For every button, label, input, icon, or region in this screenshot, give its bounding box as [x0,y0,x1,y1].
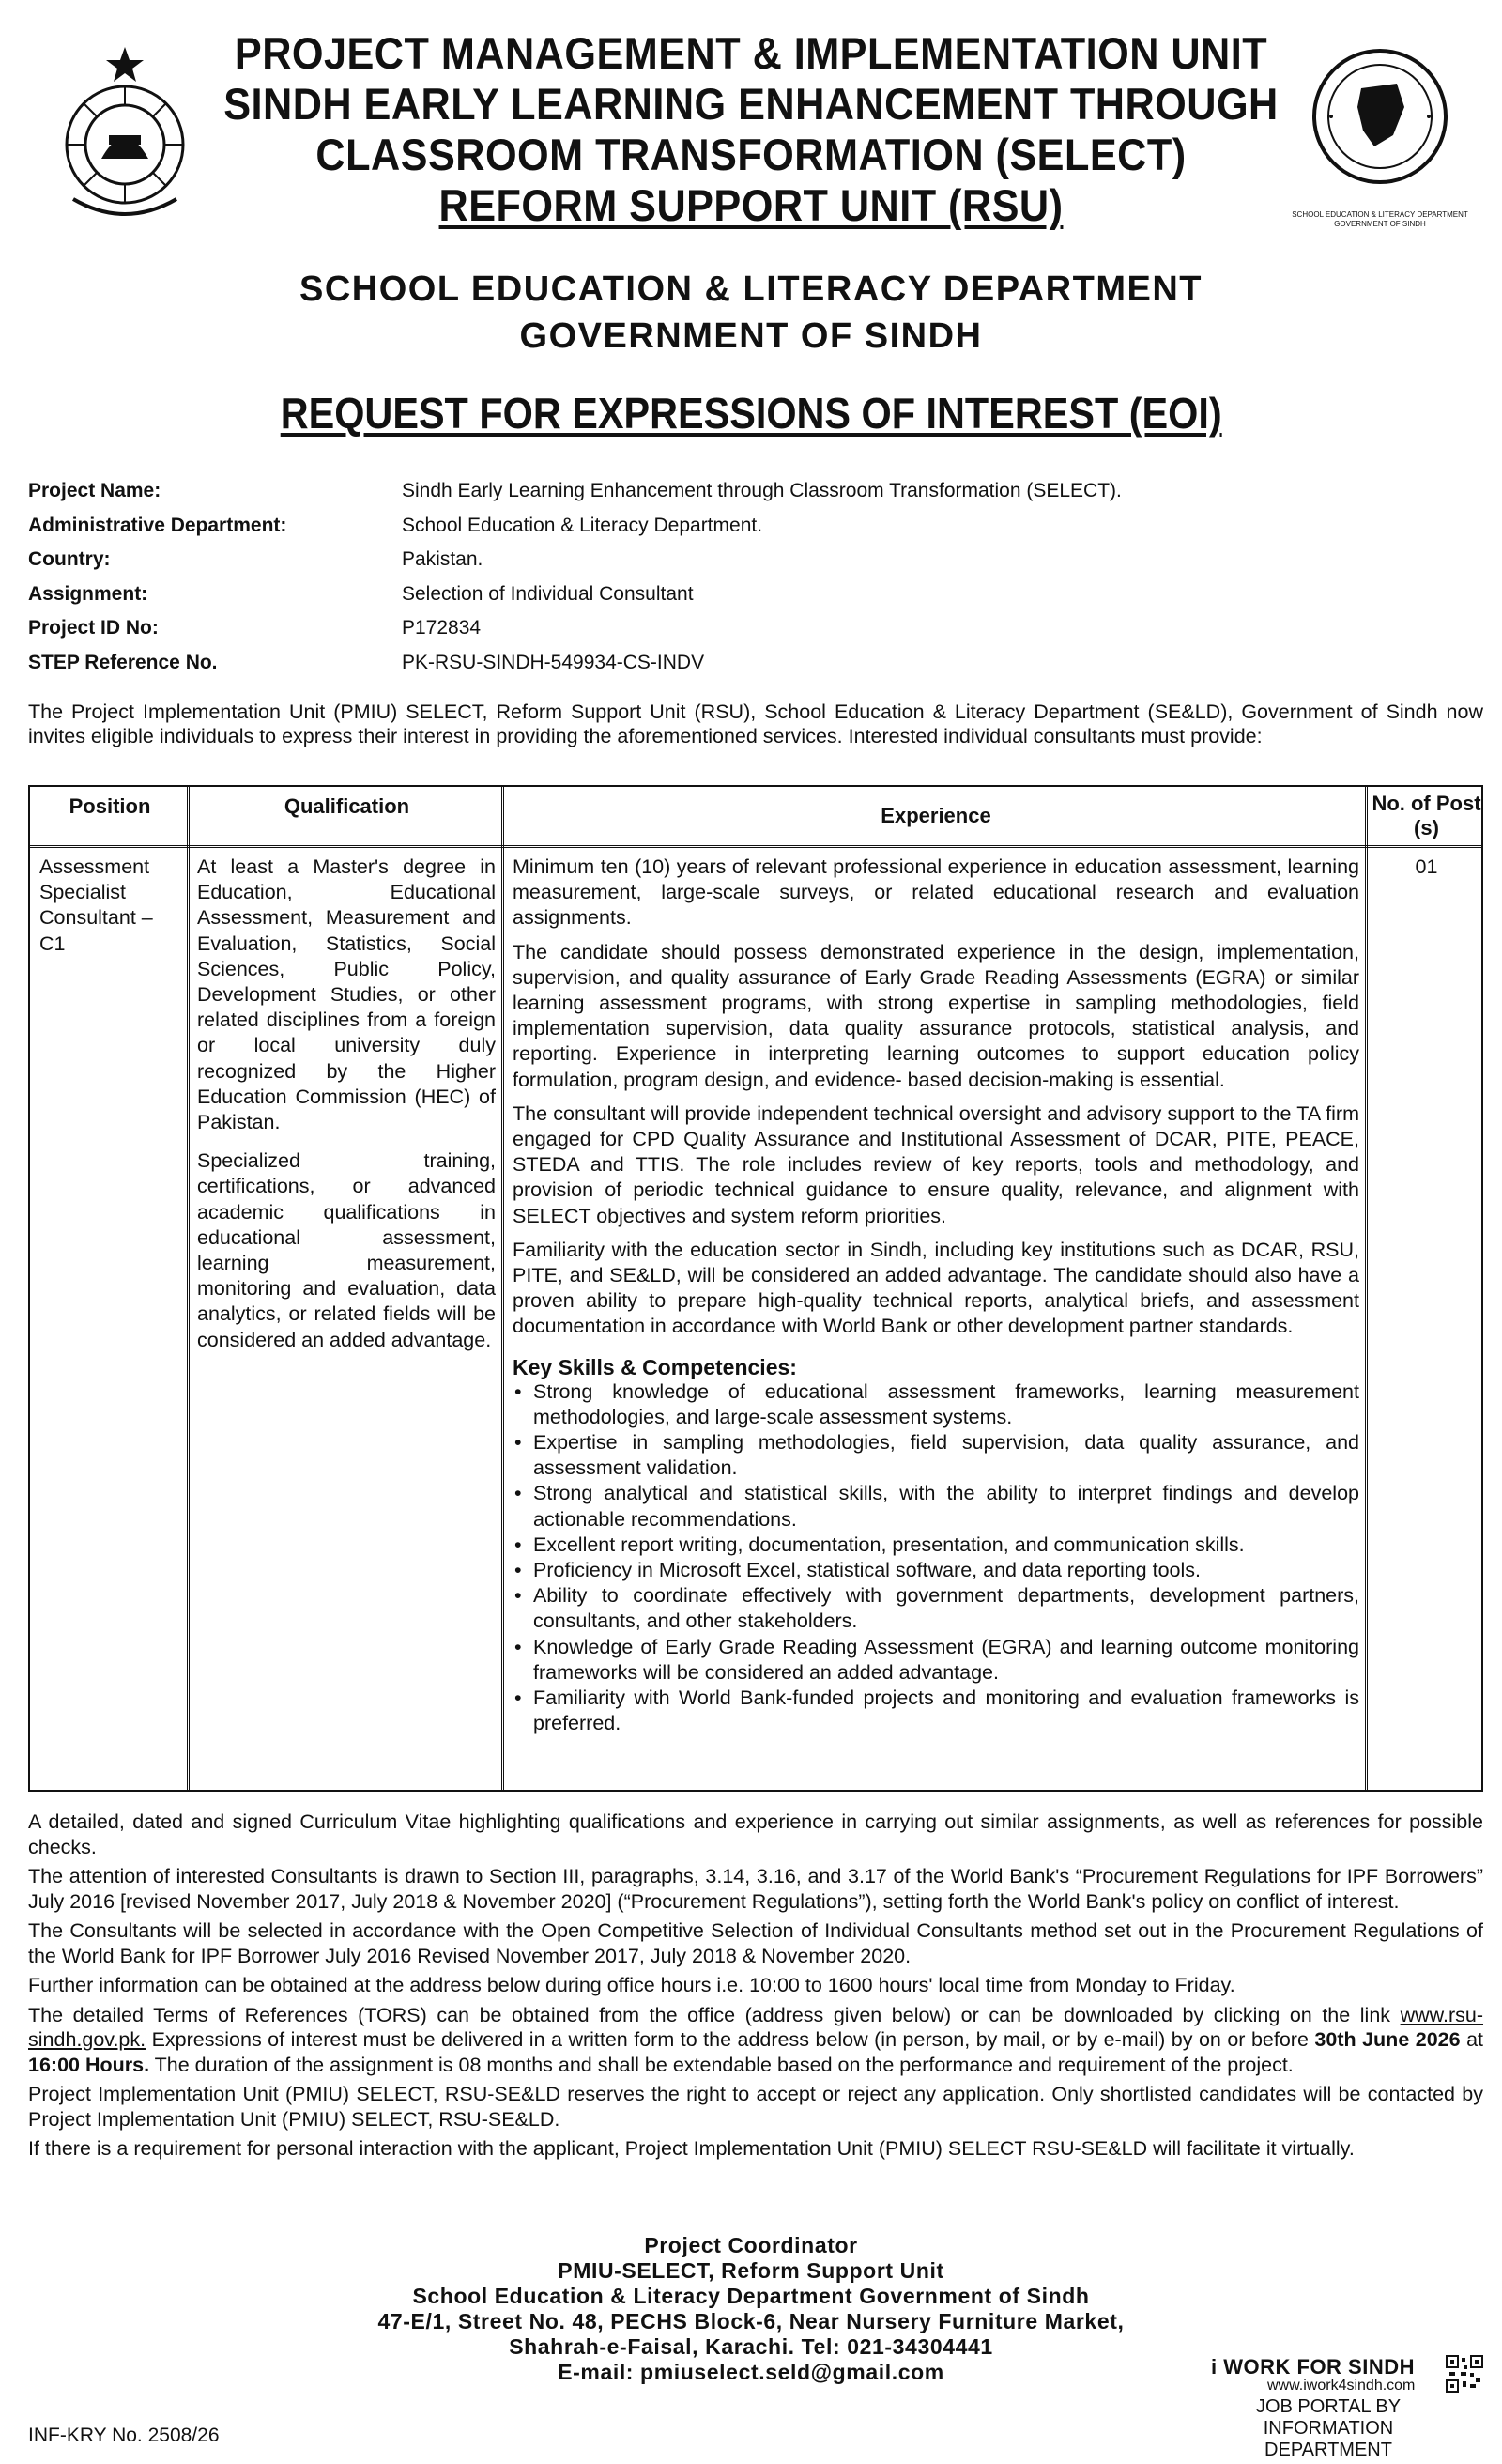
notice-title [0,385,1502,441]
info-value: Pakistan. [402,548,483,570]
body-paragraph: If there is a requirement for personal interaction with the applicant, Project Implementation Unit (PMIU) SELECT RSU-SE&LD will facilitate it virtually. [28,2137,1355,2160]
deadline-time: 16:00 Hours. [28,2053,150,2076]
header-title-line-4: REFORM SUPPORT UNIT (RSU) [438,180,1064,230]
rsu-seal [1277,41,1483,257]
info-value: Sindh Early Learning Enhancement through Classroom Transformation (SELECT). [402,480,1122,501]
body-paragraph: Project Implementation Unit (PMIU) SELECT, RSU-SE&LD reserves the right to accept or reject any application. Only shortlisted candidates will be contacted by Project Implementation Unit (PMIU) SELECT, RSU-SE&LD. [28,2083,1483,2131]
job-portal-label-1: JOB PORTAL BY [1255,2396,1402,2417]
qualification-paragraph: At least a Master's degree in Education, Educational Assessment, Measurement and Evaluation, Statistics, Social Sciences, Public Policy, Development Studies, or other related disciplines from a foreign or local university duly recognized by the Higher Education Commission (HEC) of Pakistan. [197,855,496,1134]
skill-item: • Strong knowledge of educational assessment frameworks, learning measurement methodologies, and large-scale assessment systems. [513,1379,1359,1430]
skill-item: • Excellent report writing, documentation, presentation, and communication skills. [513,1532,1359,1558]
rsu-seal-caption-1: SCHOOL EDUCATION & LITERACY DEPARTMENT [1292,210,1468,219]
at-text: at [1460,2028,1484,2051]
info-row [28,509,1474,544]
skill-item: • Proficiency in Microsoft Excel, statistical software, and data reporting tools. [513,1558,1359,1583]
intro-paragraph: The Project Implementation Unit (PMIU) SELECT, Reform Support Unit (RSU), School Education & Literacy Department (SE&LD), Government of Sindh now invites eligible individuals to express their interest in providing the aforementioned services. Interested individual consultants must provide: [28,701,1483,747]
skill-item: • Ability to coordinate effectively with government departments, development partners, consultants, and other stakeholders. [513,1583,1359,1634]
info-label: Assignment: [28,582,148,605]
body-paragraph: The Consultants will be selected in accordance with the Open Competitive Selection of Individual Consultants method set out in the Procurement Regulations of the World Bank for IPF Borrower July 2016 Revised November 2017, July 2018 & November 2020. [28,1919,1483,1967]
info-label: Project Name: [28,480,161,501]
body-paragraph: Further information can be obtained at the address below during office hours i.e. 10:00 to 1600 hours' local time from Monday to Friday. [28,1974,1235,1996]
header-divider [30,845,1481,848]
info-label: Project ID No: [28,617,159,639]
cell-position: Assessment Specialist Consultant – C1 [39,855,153,955]
submission-text: Expressions of interest must be delivered in a written form to the address below (in person, by mail, or by e-mail) by on or before [146,2028,1315,2051]
info-value: PK-RSU-SINDH-549934-CS-INDV [402,651,705,673]
job-portal-label [1211,2396,1446,2461]
contact-line: School Education & Literacy Department Government of Sindh [412,2284,1090,2308]
header-title-line-2: SINDH EARLY LEARNING ENHANCEMENT THROUGH [223,79,1279,129]
info-label: Country: [28,548,111,570]
requirements-table [28,785,1483,1792]
department-line-2: GOVERNMENT OF SINDH [519,316,983,356]
info-row [28,611,1474,646]
header-title [169,28,1333,231]
info-label: STEP Reference No. [28,651,218,673]
skills-list [513,1379,1359,1737]
deadline-date: 30th June 2026 [1314,2028,1461,2051]
info-value: School Education & Literacy Department. [402,514,763,536]
column-header-position: Position [69,794,151,818]
info-row [28,578,1474,612]
header-title-line-3: CLASSROOM TRANSFORMATION (SELECT) [315,130,1187,179]
cell-posts: 01 [1415,855,1438,878]
info-value: P172834 [402,617,482,639]
cell-qualification [197,855,496,1366]
info-row [28,543,1474,578]
contact-line: 47-E/1, Street No. 48, PECHS Block-6, Near Nursery Furniture Market, [377,2309,1125,2333]
rsu-website-link[interactable]: www.rsu-sindh.gov.pk. [28,2003,1483,2051]
header-title-line-1: PROJECT MANAGEMENT & IMPLEMENTATION UNIT [234,28,1268,78]
project-info [28,474,1474,680]
department-line-1: SCHOOL EDUCATION & LITERACY DEPARTMENT [299,270,1203,309]
experience-paragraph: Minimum ten (10) years of relevant professional experience in education assessment, learning measurement, large-scale surveys, or related educational research and evaluation assignments. [513,855,1359,930]
job-portal-label-2: INFORMATION DEPARTMENT [1263,2418,1394,2460]
experience-paragraph: The candidate should possess demonstrated experience in the design, implementation, supervision, and quality assurance of Early Grade Reading Assessments (EGRA) or similar learning assessment programs, with strong expertise in sampling methodologies, field implementation supervision, data quality assurance protocols, statistical analysis, and reporting. Experience in interpreting learning outcomes to support education policy formulation, program design, and evidence- based decision-making is essential. [513,940,1359,1091]
info-value: Selection of Individual Consultant [402,582,694,605]
body-paragraph [28,2003,1483,2078]
job-portal-brand: i WORK FOR SINDH [1211,2355,1415,2379]
reference-number: INF-KRY No. 2508/26 [28,2425,220,2446]
tors-text: The detailed Terms of References (TORS) can be obtained from the office (address given below) or can be downloaded by clicking on the link [28,2003,1391,2026]
contact-email[interactable]: E-mail: pmiuselect.seld@gmail.com [558,2360,944,2384]
skill-item: • Knowledge of Early Grade Reading Assessment (EGRA) and learning outcome monitoring frameworks will be considered an added advantage. [513,1635,1359,1686]
column-header-qualification: Qualification [284,794,410,818]
body-paragraph: A detailed, dated and signed Curriculum Vitae highlighting qualifications and experience in carrying out similar assignments, as well as references for possible checks. [28,1810,1483,1858]
body-paragraph: The attention of interested Consultants is drawn to Section III, paragraphs, 3.14, 3.16, and 3.17 of the World Bank's “Procurement Regulations for IPF Borrowers” July 2016 [revised November 2017, July 2018 & November 2020] (“Procurement Regulations”), setting forth the World Bank's policy on conflict of interest. [28,1865,1483,1913]
skill-item: • Familiarity with World Bank-funded projects and monitoring and evaluation frameworks is preferred. [513,1686,1359,1736]
header [0,28,1502,263]
duration-text: The duration of the assignment is 08 months and shall be extendable based on the performance and requirement of the project. [149,2053,1294,2076]
rsu-seal-caption [1277,210,1483,229]
rsu-seal-caption-2: GOVERNMENT OF SINDH [1334,220,1426,228]
qualification-paragraph: Specialized training, certifications, or advanced academic qualifications in educational assessment, learning measurement, monitoring and evaluation, data analytics, or related fields will be considered an added advantage. [197,1149,496,1351]
body-text [28,1810,1483,2166]
column-header-posts: No. of Post (s) [1372,792,1481,839]
qr-code-icon [1446,2355,1483,2393]
contact-address [282,2233,1220,2385]
experience-paragraph: The consultant will provide independent technical oversight and advisory support to the TA firm engaged for CPD Quality Assurance and Institutional Assessment of DCAR, PITE, PEACE, STEDA and TTIS. The role includes review of key reports, tools and methodology, and provision of periodic technical guidance to ensure quality, relevance, and alignment with SELECT objectives and system reform priorities. [513,1101,1359,1227]
notice-title-text: REQUEST FOR EXPRESSIONS OF INTEREST (EOI) [280,389,1222,438]
info-label: Administrative Department: [28,514,287,536]
contact-line: Shahrah-e-Faisal, Karachi. Tel: 021-34304441 [509,2334,993,2359]
skills-title: Key Skills & Competencies: [513,1354,797,1379]
info-row [28,474,1474,509]
skill-item: • Strong analytical and statistical skills, with the ability to interpret findings and develop actionable recommendations. [513,1481,1359,1532]
contact-line: PMIU-SELECT, Reform Support Unit [558,2258,944,2283]
column-header-experience: Experience [881,804,991,827]
job-portal-badge [1211,2355,1483,2461]
cell-experience [513,855,1359,1737]
info-row [28,646,1474,681]
rsu-seal-icon [1277,41,1483,210]
skill-item: • Expertise in sampling methodologies, field supervision, data quality assurance, and assessment validation. [513,1430,1359,1481]
department-heading [0,266,1502,360]
experience-paragraph: Familiarity with the education sector in Sindh, including key institutions such as DCAR, RSU, PITE, and SE&LD, will be considered an added advantage. The candidate should also have a proven ability to prepare high-quality technical reports, analytical briefs, and assessment documentation in accordance with World Bank or other development partner standards. [513,1238,1359,1338]
job-portal-brand-text: WORK FOR SINDH [1223,2355,1415,2379]
contact-line: Project Coordinator [644,2233,858,2257]
job-portal-url[interactable]: www.iwork4sindh.com [1267,2378,1416,2394]
